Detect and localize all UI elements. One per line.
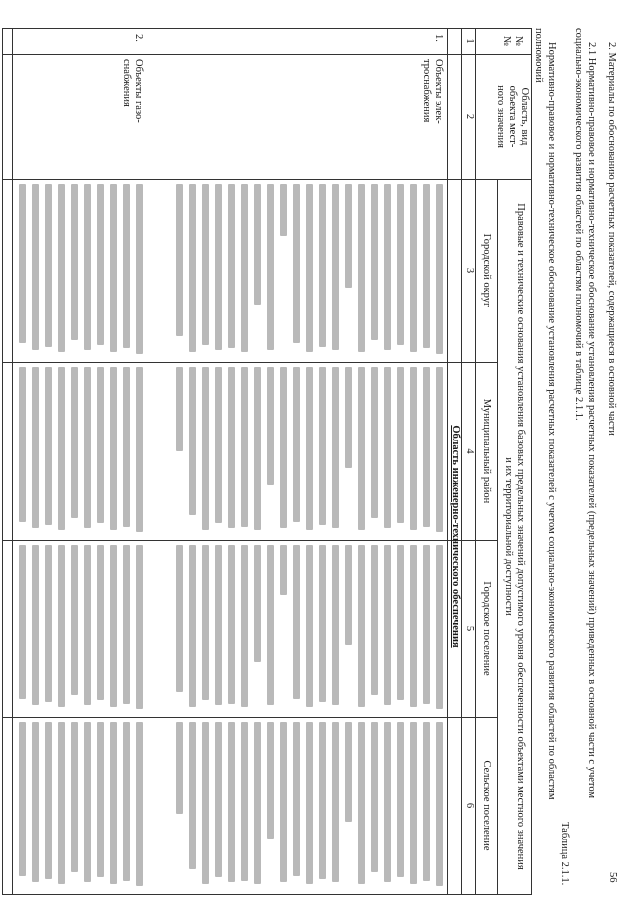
intro-paragraph-line-1: 2.1 Нормативно-правовое и нормативно-техническое обоснование установления расчетных показателей (предельных значений) приведенных в основной части с учетом [586,42,597,799]
column-number: 1 [464,38,475,44]
intro-paragraph-line-2: социально-экономического развития областей по областям полномочий в таблице 2.1.1. [573,28,584,421]
header-legal-basis: Правовые и технические основания установления базовых предельных значений допустимого уровня обеспеченности объектами местного значения и их территориальной доступности [503,203,526,870]
table-caption-line-2: полномочий [533,28,544,83]
cell-text-placeholder [170,722,443,889]
cell-text-placeholder [170,367,443,535]
row-object-name: Объекты элек- троснабжения [421,59,444,124]
cell-text-placeholder [13,545,143,712]
header-number: № № [501,35,524,47]
cell-text-placeholder [13,184,143,357]
row-number: 2. [133,34,144,42]
row-number: 1. [433,34,444,42]
cell-text-placeholder [170,184,443,357]
table-caption-line-1: Нормативно-правовое и нормативно-техническое обоснование установления расчетных показателей с учетом социально-экономического развития областей по областям [546,42,557,800]
justification-table [2,28,532,894]
cell-text-placeholder [170,545,443,712]
header-rural-settlement: Сельское поселение [481,760,492,851]
column-number: 4 [464,448,475,454]
column-number: 6 [464,802,475,809]
header-municipal-district: Муниципальный район [481,398,492,504]
header-urban-settlement: Городское поселение [481,581,492,676]
column-number: 2 [464,113,475,120]
cell-text-placeholder [13,367,143,535]
table-label: Таблица 2.1.1. [559,822,570,886]
page-number: 56 [607,872,618,883]
header-object-type: Область, вид объекта мест- ного значения [495,85,530,148]
column-number: 5 [464,625,475,632]
row-object-name: Объекты газо- снабжения [121,59,144,123]
header-city-district: Городской округ [481,233,492,308]
section-title: Область инженерно-технического обеспечения [450,425,461,648]
section-heading: 2. Материалы по обоснованию расчетных показателей, содержащиеся в основной части [606,42,617,436]
cell-text-placeholder [13,722,143,889]
column-number: 3 [464,267,475,274]
